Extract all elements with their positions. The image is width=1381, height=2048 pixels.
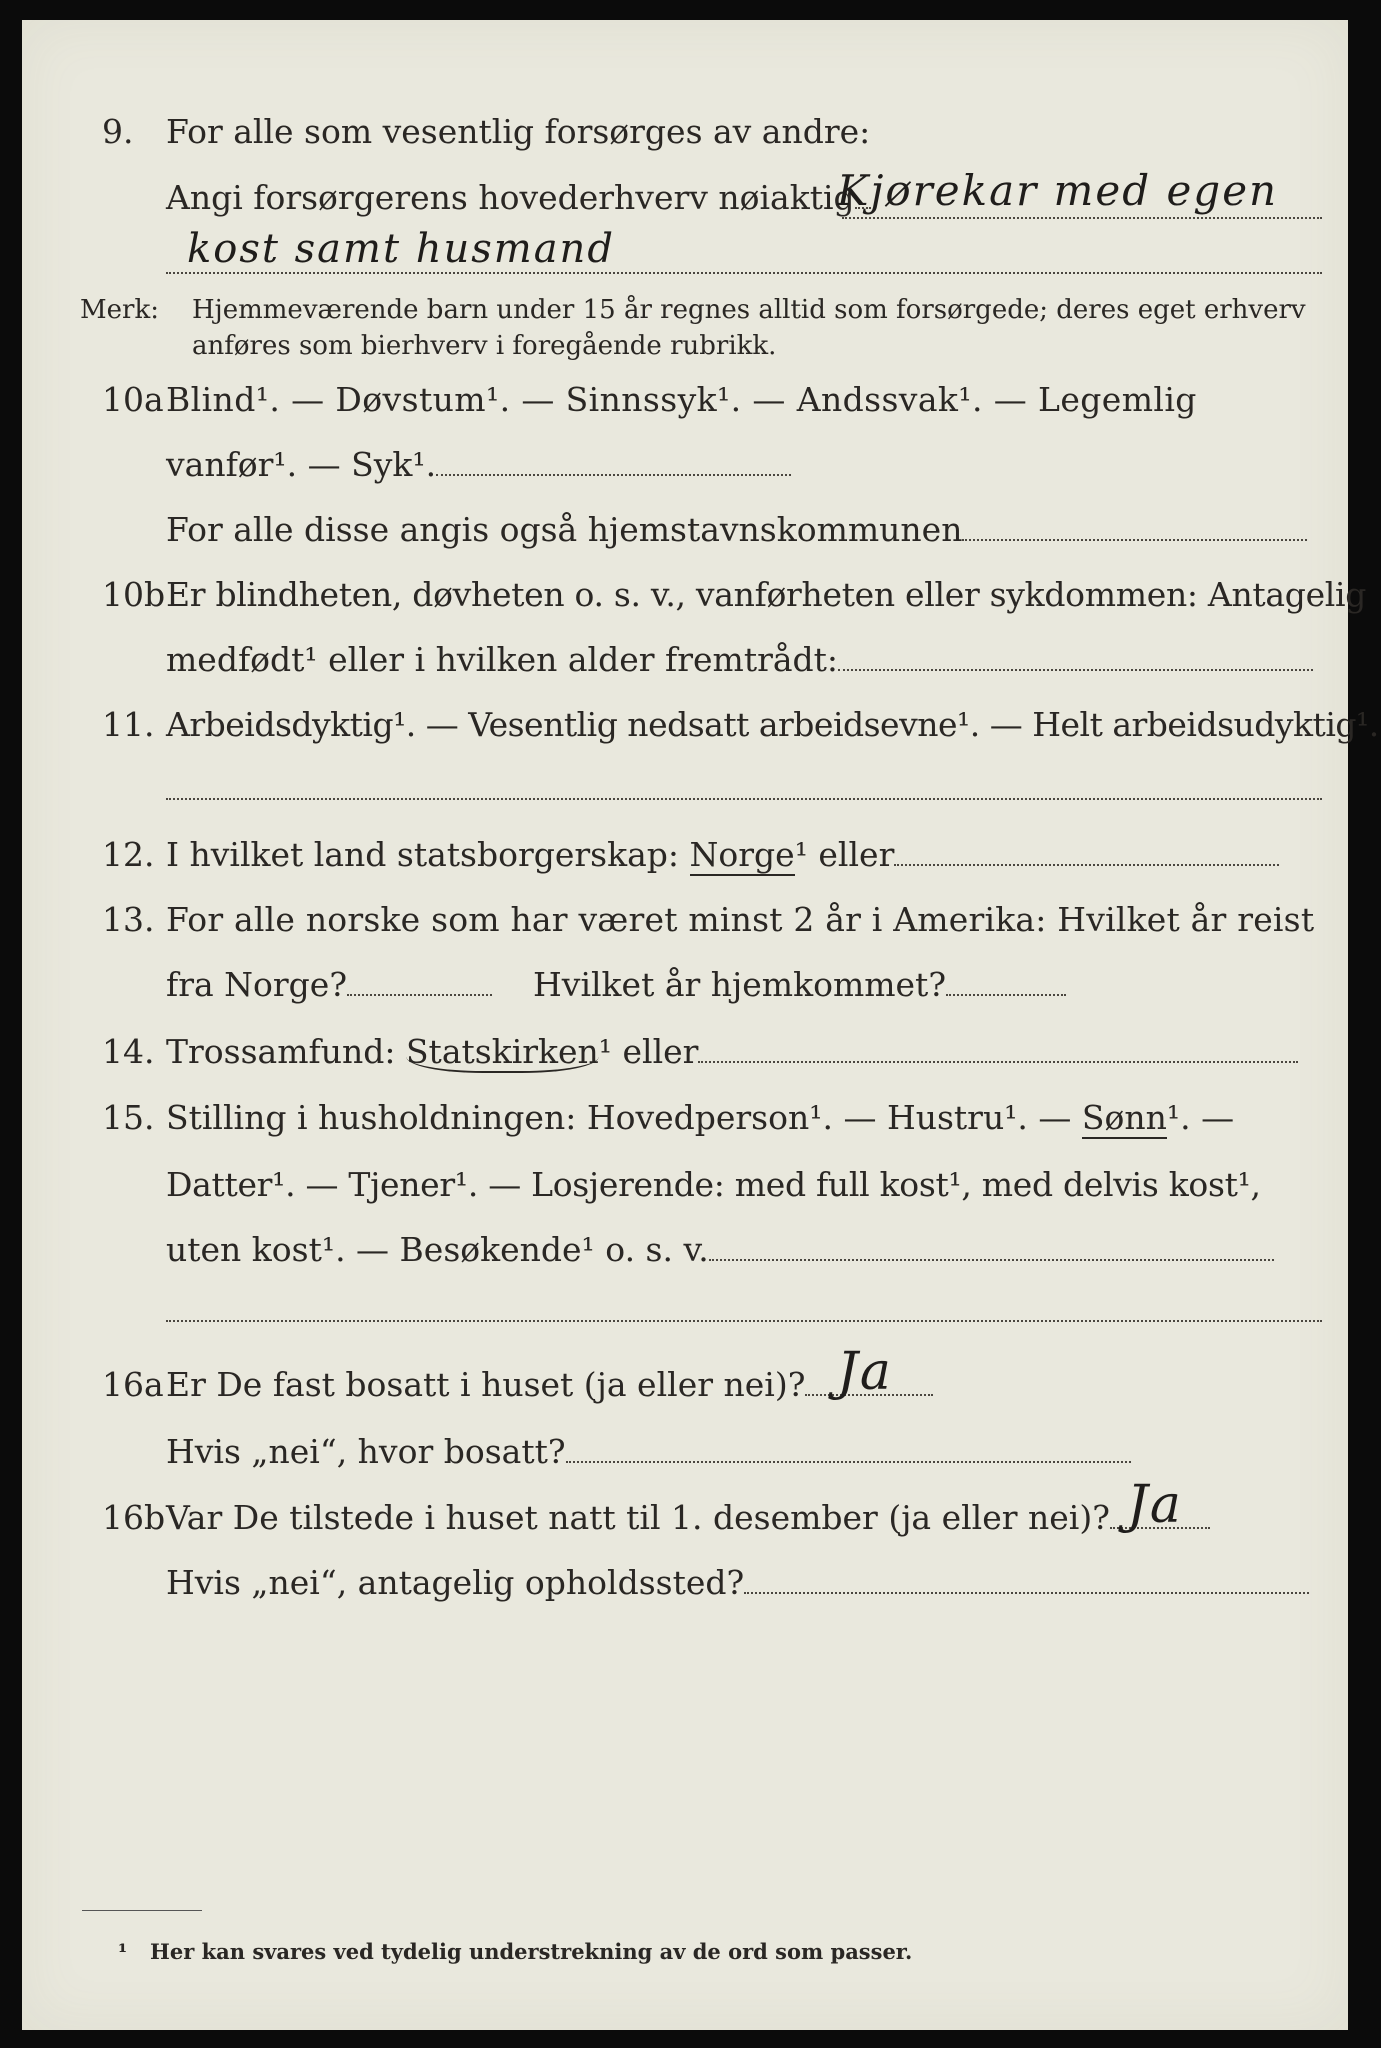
q13-number: 13.	[102, 900, 155, 939]
q16a-line1	[166, 1365, 933, 1405]
q16b-line1	[166, 1498, 1210, 1538]
q16b-number: 16b	[102, 1498, 166, 1537]
q15-number: 15.	[102, 1098, 155, 1137]
q14-number: 14.	[102, 1032, 155, 1071]
q14-line	[166, 1032, 1298, 1072]
q11-line1: Arbeidsdyktig¹. — Vesentlig nedsatt arbeidsevne¹. — Helt arbeidsudyktig¹.	[166, 705, 1379, 744]
q13-line2b: Hvilket år hjemkommet?	[533, 965, 947, 1004]
q9-line2-text: Angi forsørgerens hovederhverv nøiaktig	[166, 178, 855, 217]
census-form-page	[22, 20, 1379, 2030]
q13-line2a: fra Norge?	[166, 965, 348, 1004]
q9-answer-line-2	[166, 272, 1322, 274]
q9-line1: For alle som vesentlig forsørges av andre:	[166, 112, 871, 151]
footnote-mark: ¹	[118, 1939, 128, 1964]
q12-line	[166, 835, 1279, 875]
q14-underlined-statskirken: Statskirken	[405, 1032, 599, 1071]
q11-answer-line	[166, 798, 1322, 800]
q10a-line3-text: For alle disse angis også hjemstavnskommunen	[166, 510, 963, 549]
q10b-line2	[166, 640, 1313, 680]
q10b-number: 10b	[102, 575, 166, 614]
q15-line2: Datter¹. — Tjener¹. — Losjerende: med full kost¹, med delvis kost¹,	[166, 1165, 1261, 1204]
q14-pre: Trossamfund:	[166, 1032, 396, 1071]
q16a-line2	[166, 1432, 1131, 1472]
q15-line3	[166, 1230, 1274, 1270]
q15-line3-text: uten kost¹. — Besøkende¹ o. s. v.	[166, 1230, 709, 1269]
q16b-line2-text: Hvis „nei“, antagelig opholdssted?	[166, 1563, 745, 1602]
q9-answer-handwritten-1: Kjørekar med egen	[837, 166, 1279, 215]
q16a-line2-text: Hvis „nei“, hvor bosatt?	[166, 1432, 566, 1471]
q10a-line1: Blind¹. — Døvstum¹. — Sinnssyk¹. — Andssvak¹. — Legemlig	[166, 380, 1197, 419]
q14-post: ¹ eller	[598, 1032, 699, 1071]
merk-label: Merk:	[80, 295, 159, 325]
q9-answer-line-1	[842, 217, 1322, 219]
q16a-number: 16a	[102, 1365, 164, 1404]
q16a-line1-text: Er De fast bosatt i huset (ja eller nei)?	[166, 1365, 806, 1404]
q9-line2	[166, 178, 871, 218]
merk-line1: Hjemmeværende barn under 15 år regnes alltid som forsørgede; deres eget erhverv	[192, 295, 1306, 325]
q10a-line2-text: vanfør¹. — Syk¹.	[166, 445, 437, 484]
q15-line1	[166, 1098, 1234, 1138]
q12-underlined-norge: Norge	[689, 835, 795, 874]
q10a-line2	[166, 445, 791, 485]
q12-pre: I hvilket land statsborgerskap:	[166, 835, 680, 874]
q13-line2	[166, 965, 1066, 1005]
q16b-answer-handwritten: Ja	[1127, 1475, 1183, 1535]
footnote-text: Her kan svares ved tydelig understrekning av de ord som passer.	[150, 1939, 913, 1964]
q15-line1-post: ¹. —	[1166, 1098, 1235, 1137]
footnote-rule	[82, 1910, 202, 1911]
merk-line2: anføres som bierhverv i foregående rubrikk.	[192, 331, 777, 361]
q16b-line2	[166, 1563, 1309, 1603]
q10b-line2-text: medfødt¹ eller i hvilken alder fremtrådt:	[166, 640, 839, 679]
q9-answer-handwritten-2: kost samt husmand	[187, 226, 615, 272]
q10b-line1: Er blindheten, døvheten o. s. v., vanførheten eller sykdommen: Antagelig	[166, 575, 1367, 614]
q12-post: ¹ eller	[794, 835, 895, 874]
q15-underlined-sonn: Sønn	[1081, 1098, 1167, 1137]
q10a-number: 10a	[102, 380, 164, 419]
q11-number: 11.	[102, 705, 155, 744]
q12-number: 12.	[102, 835, 155, 874]
q9-number: 9.	[102, 112, 134, 151]
q15-answer-line	[166, 1320, 1322, 1322]
q10a-line3	[166, 510, 1307, 550]
q15-line1-pre: Stilling i husholdningen: Hovedperson¹. — Hustru¹. —	[166, 1098, 1072, 1137]
q13-line1: For alle norske som har været minst 2 år i Amerika: Hvilket år reist	[166, 900, 1315, 939]
q16a-answer-handwritten: Ja	[837, 1342, 893, 1402]
q16b-line1-text: Var De tilstede i huset natt til 1. desember (ja eller nei)?	[166, 1498, 1110, 1537]
